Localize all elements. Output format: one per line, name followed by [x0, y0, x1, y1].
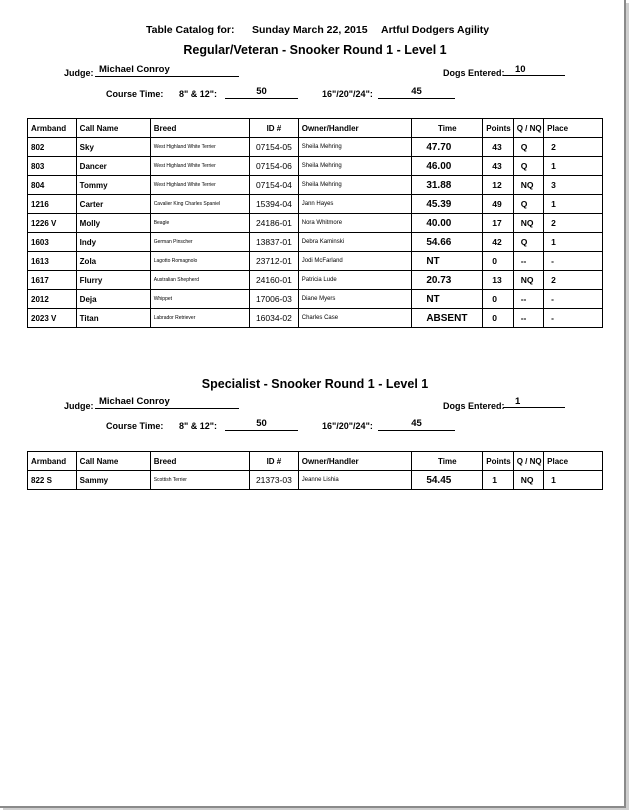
catalog-label: Table Catalog for:	[146, 24, 235, 36]
cell-id-number: 13837-01	[250, 233, 299, 252]
cell-call-name: Carter	[76, 195, 150, 214]
cell-breed: Labrador Retriever	[150, 309, 249, 328]
column-header-place: Place	[544, 119, 603, 138]
cell-place: 3	[544, 176, 603, 195]
cell-call-name: Indy	[76, 233, 150, 252]
cell-armband: 2012	[28, 290, 77, 309]
cell-qualify: --	[513, 252, 543, 271]
cell-call-name: Titan	[76, 309, 150, 328]
column-header-call-name: Call Name	[76, 452, 150, 471]
height-small-label: 8" & 12":	[179, 421, 218, 431]
cell-breed: Beagle	[150, 214, 249, 233]
club-name: Artful Dodgers Agility	[381, 24, 490, 36]
cell-time: 47.70	[412, 138, 483, 157]
cell-points: 12	[483, 176, 513, 195]
cell-breed: West Highland White Terrier	[150, 157, 249, 176]
table-row	[28, 195, 603, 214]
table-row	[28, 271, 603, 290]
cell-place: 1	[544, 195, 603, 214]
cell-id-number: 21373-03	[250, 471, 299, 490]
judge-label: Judge:	[64, 68, 94, 78]
cell-place: 1	[544, 233, 603, 252]
section-title: Regular/Veteran - Snooker Round 1 - Level 1	[183, 43, 447, 57]
cell-qualify: NQ	[513, 471, 543, 490]
cell-armband: 803	[28, 157, 77, 176]
cell-call-name: Dancer	[76, 157, 150, 176]
table-row	[28, 471, 603, 490]
cell-qualify: NQ	[513, 271, 543, 290]
cell-points: 49	[483, 195, 513, 214]
table-row	[28, 309, 603, 328]
cell-armband: 2023 V	[28, 309, 77, 328]
cell-owner-handler: Debra Kaminski	[298, 233, 412, 252]
cell-qualify: Q	[513, 195, 543, 214]
cell-owner-handler: Jann Hayes	[298, 195, 412, 214]
cell-id-number: 24186-01	[250, 214, 299, 233]
cell-place: -	[544, 290, 603, 309]
judge-name: Michael Conroy	[95, 396, 239, 409]
dogs-entered-label: Dogs Entered:	[443, 401, 505, 411]
cell-call-name: Tommy	[76, 176, 150, 195]
cell-id-number: 23712-01	[250, 252, 299, 271]
cell-place: -	[544, 252, 603, 271]
cell-owner-handler: Patricia Lude	[298, 271, 412, 290]
column-header-owner-handler: Owner/Handler	[298, 452, 412, 471]
column-header-id-number: ID #	[250, 119, 299, 138]
cell-breed: Lagotto Romagnolo	[150, 252, 249, 271]
cell-owner-handler: Sheila Mehring	[298, 176, 412, 195]
cell-time: 31.88	[412, 176, 483, 195]
cell-qualify: NQ	[513, 176, 543, 195]
cell-points: 0	[483, 252, 513, 271]
catalog-date: Sunday March 22, 2015	[252, 24, 368, 36]
cell-armband: 1603	[28, 233, 77, 252]
table-row	[28, 214, 603, 233]
cell-id-number: 07154-04	[250, 176, 299, 195]
dogs-entered-label: Dogs Entered:	[443, 68, 505, 78]
table-row	[28, 233, 603, 252]
cell-qualify: --	[513, 309, 543, 328]
cell-breed: German Pinscher	[150, 233, 249, 252]
cell-time: 45.39	[412, 195, 483, 214]
cell-qualify: Q	[513, 157, 543, 176]
cell-points: 1	[483, 471, 513, 490]
results-table	[27, 451, 603, 490]
cell-call-name: Molly	[76, 214, 150, 233]
cell-owner-handler: Diane Myers	[298, 290, 412, 309]
cell-id-number: 07154-06	[250, 157, 299, 176]
cell-armband: 1226 V	[28, 214, 77, 233]
height-large-label: 16"/20"/24":	[322, 421, 373, 431]
cell-time: 54.45	[412, 471, 483, 490]
cell-qualify: Q	[513, 138, 543, 157]
cell-time: 46.00	[412, 157, 483, 176]
cell-points: 0	[483, 309, 513, 328]
cell-armband: 1216	[28, 195, 77, 214]
height-large-label: 16"/20"/24":	[322, 89, 373, 99]
course-time-label: Course Time:	[106, 89, 164, 99]
cell-points: 17	[483, 214, 513, 233]
cell-qualify: Q	[513, 233, 543, 252]
cell-breed: West Highland White Terrier	[150, 138, 249, 157]
cell-id-number: 24160-01	[250, 271, 299, 290]
column-header-armband: Armband	[28, 452, 77, 471]
cell-call-name: Zola	[76, 252, 150, 271]
results-table	[27, 118, 603, 328]
cell-call-name: Sammy	[76, 471, 150, 490]
table-row	[28, 176, 603, 195]
cell-place: 2	[544, 214, 603, 233]
cell-call-name: Flurry	[76, 271, 150, 290]
cell-owner-handler: Charles Case	[298, 309, 412, 328]
column-header-time: Time	[412, 119, 483, 138]
cell-owner-handler: Sheila Mehring	[298, 138, 412, 157]
judge-name: Michael Conroy	[95, 64, 239, 77]
column-header-owner-handler: Owner/Handler	[298, 119, 412, 138]
cell-place: 1	[544, 157, 603, 176]
cell-armband: 1617	[28, 271, 77, 290]
cell-id-number: 16034-02	[250, 309, 299, 328]
cell-breed: West Highland White Terrier	[150, 176, 249, 195]
column-header-qualify: Q / NQ	[513, 452, 543, 471]
cell-owner-handler: Sheila Mehring	[298, 157, 412, 176]
cell-points: 42	[483, 233, 513, 252]
column-header-qualify: Q / NQ	[513, 119, 543, 138]
course-time-small: 50	[225, 86, 298, 99]
cell-armband: 1613	[28, 252, 77, 271]
table-row	[28, 290, 603, 309]
cell-breed: Scottish Terrier	[150, 471, 249, 490]
column-header-armband: Armband	[28, 119, 77, 138]
column-header-breed: Breed	[150, 119, 249, 138]
column-header-place: Place	[544, 452, 603, 471]
cell-qualify: NQ	[513, 214, 543, 233]
header-row	[28, 452, 603, 471]
cell-place: 2	[544, 271, 603, 290]
height-small-label: 8" & 12":	[179, 89, 218, 99]
cell-time: NT	[412, 252, 483, 271]
column-header-breed: Breed	[150, 452, 249, 471]
column-header-id-number: ID #	[250, 452, 299, 471]
cell-points: 13	[483, 271, 513, 290]
cell-breed: Australian Shepherd	[150, 271, 249, 290]
cell-owner-handler: Jodi McFarland	[298, 252, 412, 271]
cell-id-number: 07154-05	[250, 138, 299, 157]
cell-breed: Whippet	[150, 290, 249, 309]
cell-place: -	[544, 309, 603, 328]
cell-time: ABSENT	[412, 309, 483, 328]
cell-time: 40.00	[412, 214, 483, 233]
cell-armband: 804	[28, 176, 77, 195]
cell-place: 2	[544, 138, 603, 157]
dogs-entered-value: 10	[503, 64, 565, 76]
cell-armband: 802	[28, 138, 77, 157]
column-header-points: Points	[483, 452, 513, 471]
cell-owner-handler: Jeanne Lishia	[298, 471, 412, 490]
cell-breed: Cavalier King Charles Spaniel	[150, 195, 249, 214]
cell-time: 54.66	[412, 233, 483, 252]
cell-id-number: 17006-03	[250, 290, 299, 309]
table-row	[28, 252, 603, 271]
judge-label: Judge:	[64, 401, 94, 411]
course-time-large: 45	[378, 86, 455, 99]
cell-place: 1	[544, 471, 603, 490]
cell-owner-handler: Nora Whitmore	[298, 214, 412, 233]
table-row	[28, 157, 603, 176]
cell-points: 43	[483, 157, 513, 176]
cell-armband: 822 S	[28, 471, 77, 490]
cell-points: 43	[483, 138, 513, 157]
course-time-small: 50	[225, 418, 298, 431]
cell-time: 20.73	[412, 271, 483, 290]
column-header-time: Time	[412, 452, 483, 471]
dogs-entered-value: 1	[503, 396, 565, 408]
table-row	[28, 138, 603, 157]
section-title: Specialist - Snooker Round 1 - Level 1	[201, 377, 429, 391]
cell-id-number: 15394-04	[250, 195, 299, 214]
column-header-call-name: Call Name	[76, 119, 150, 138]
cell-qualify: --	[513, 290, 543, 309]
course-time-label: Course Time:	[106, 421, 164, 431]
cell-points: 0	[483, 290, 513, 309]
cell-time: NT	[412, 290, 483, 309]
header-row	[28, 119, 603, 138]
course-time-large: 45	[378, 418, 455, 431]
cell-call-name: Sky	[76, 138, 150, 157]
cell-call-name: Deja	[76, 290, 150, 309]
column-header-points: Points	[483, 119, 513, 138]
